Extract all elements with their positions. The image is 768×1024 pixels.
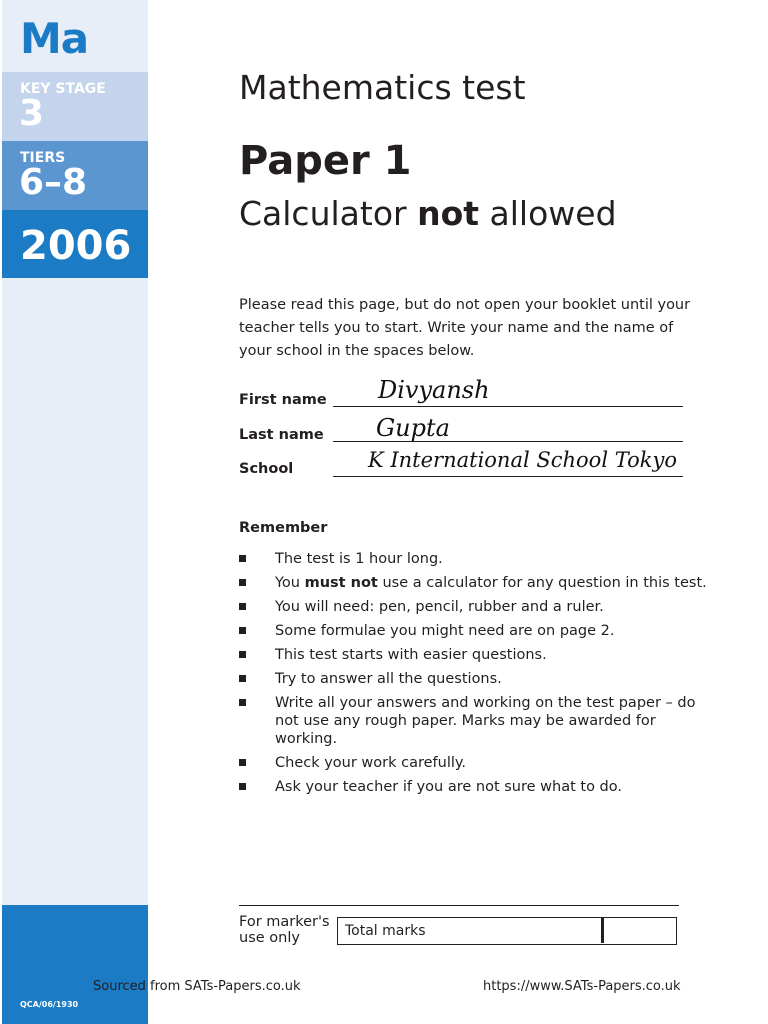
- list-item: This test starts with easier questions.: [239, 646, 709, 664]
- list-item: You must not use a calculator for any question in this test.: [239, 574, 709, 592]
- list-item: You will need: pen, pencil, rubber and a ruler.: [239, 598, 709, 616]
- year-block: [2, 210, 148, 278]
- calculator-prefix: Calculator: [239, 194, 418, 233]
- remember-heading: Remember: [239, 520, 328, 536]
- first-name-field[interactable]: [333, 406, 683, 407]
- tiers-value: 6–8: [19, 162, 88, 203]
- list-item: Ask your teacher if you are not sure what to do.: [239, 778, 709, 796]
- bullet-icon: [239, 651, 246, 658]
- list-item: The test is 1 hour long.: [239, 550, 709, 568]
- subject-block: [2, 0, 148, 72]
- list-item: Try to answer all the questions.: [239, 670, 709, 688]
- calculator-emphasis: not: [417, 194, 480, 233]
- bullet-icon: [239, 783, 246, 790]
- marker-label: For marker's use only: [239, 914, 330, 946]
- sidebar-footer-block: [2, 905, 148, 1024]
- first-name-handwriting: Divyansh: [378, 376, 490, 404]
- total-marks-box: [337, 917, 677, 945]
- subject-code: Ma: [20, 14, 89, 63]
- key-stage-label: KEY STAGE: [20, 81, 106, 97]
- source-url[interactable]: https://www.SATs-Papers.co.uk: [483, 979, 681, 994]
- tiers-label: TIERS: [20, 150, 66, 166]
- rules-list: [239, 550, 709, 802]
- sidebar: [2, 0, 148, 1024]
- page-title: Mathematics test: [239, 68, 526, 107]
- bullet-icon: [239, 759, 246, 766]
- key-stage-block: [2, 72, 148, 141]
- school-handwriting: K International School Tokyo: [368, 448, 677, 472]
- document-code: QCA/06/1930: [20, 1000, 79, 1009]
- calculator-suffix: allowed: [479, 194, 617, 233]
- intro-text: Please read this page, but do not open your booklet until your teacher tells you to start. Write your name and the name of your school in the spaces below.: [239, 297, 691, 359]
- bullet-icon: [239, 555, 246, 562]
- bullet-icon: [239, 699, 246, 706]
- first-name-label: First name: [239, 392, 327, 408]
- bullet-icon: [239, 603, 246, 610]
- calculator-notice: [239, 194, 617, 233]
- school-field[interactable]: [333, 476, 683, 477]
- bullet-icon: [239, 675, 246, 682]
- total-marks-entry[interactable]: [601, 918, 676, 943]
- marker-divider: [239, 905, 679, 906]
- school-label: School: [239, 461, 294, 477]
- bullet-icon: [239, 627, 246, 634]
- bullet-icon: [239, 579, 246, 586]
- list-item: Write all your answers and working on the test paper – do not use any rough paper. Marks may be awarded for working.: [239, 694, 709, 748]
- key-stage-value: 3: [19, 93, 45, 134]
- last-name-handwriting: Gupta: [376, 414, 450, 442]
- list-item: Some formulae you might need are on page 2.: [239, 622, 709, 640]
- total-marks-label: Total marks: [345, 923, 426, 939]
- tiers-block: [2, 141, 148, 210]
- last-name-label: Last name: [239, 427, 324, 443]
- list-item: Check your work carefully.: [239, 754, 709, 772]
- year: 2006: [20, 223, 132, 269]
- paper-number: Paper 1: [239, 138, 412, 184]
- source-credit: Sourced from SATs-Papers.co.uk: [93, 979, 301, 994]
